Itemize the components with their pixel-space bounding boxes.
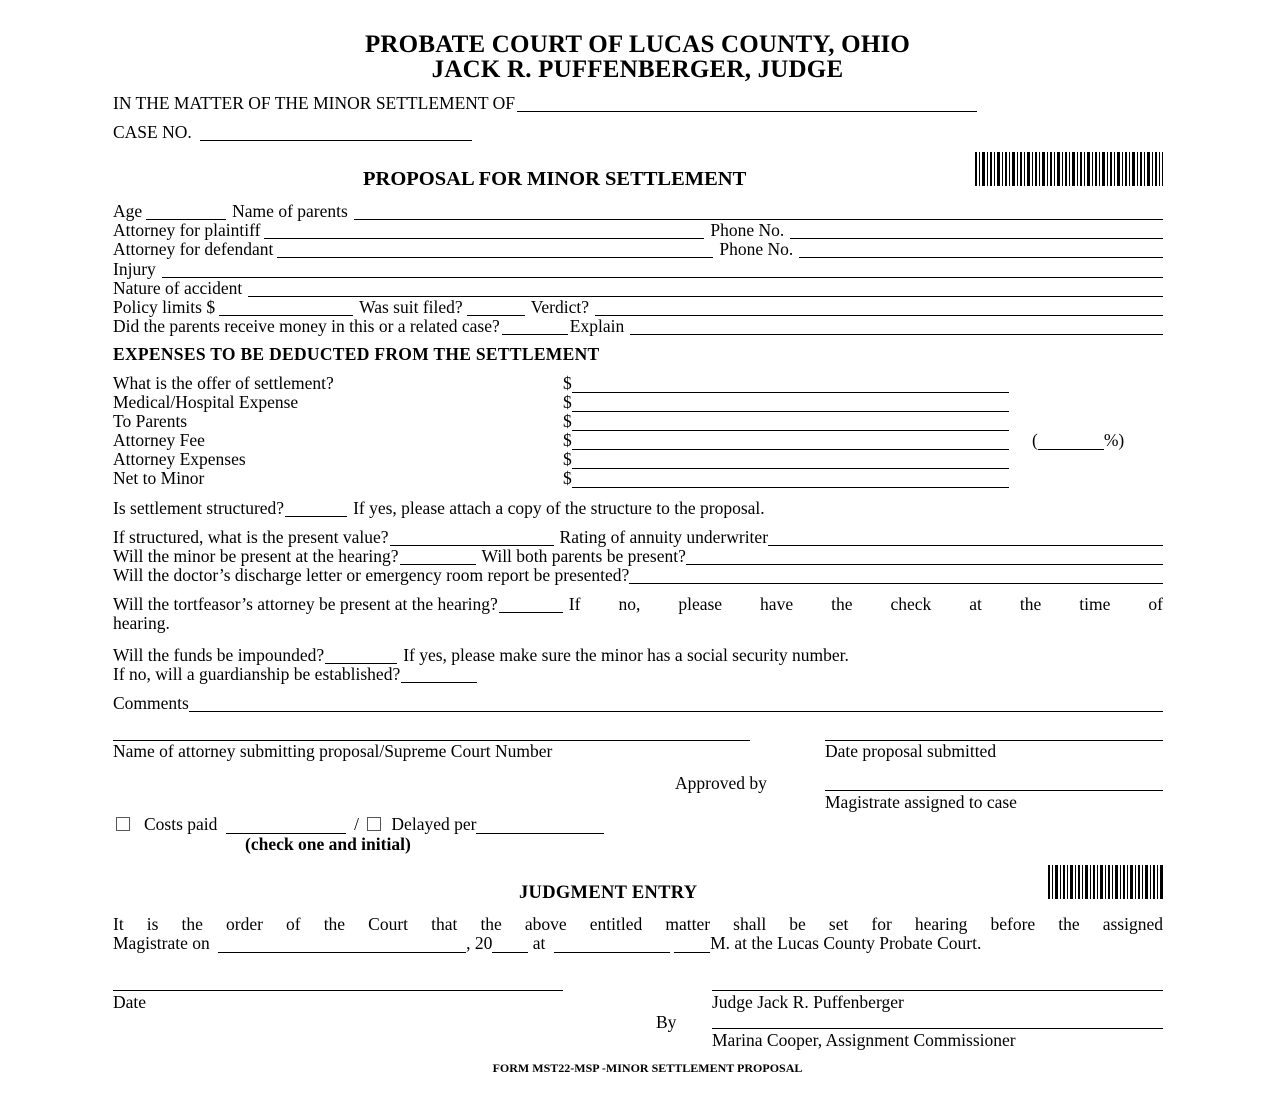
plaintiff-phone-field[interactable] <box>790 223 1163 239</box>
age-parents-row <box>113 200 1163 220</box>
approved-by-label: Approved by <box>675 773 767 793</box>
expense-offer-label: What is the offer of settlement? <box>113 373 334 393</box>
judgment-date-caption: Date <box>113 992 147 1012</box>
matter-label: IN THE MATTER OF THE MINOR SETTLEMENT OF <box>113 92 516 113</box>
nature-row <box>113 277 1163 297</box>
nature-label: Nature of accident <box>113 277 243 298</box>
minor-present-label: Will the minor be present at the hearing? <box>113 545 399 566</box>
tortfeasor-continued: hearing. <box>113 613 170 633</box>
age-field[interactable] <box>146 204 226 220</box>
guardianship-label: If no, will a guardianship be established? <box>113 663 401 684</box>
defendant-phone-label: Phone No. <box>719 238 794 259</box>
impounded-field[interactable] <box>325 648 397 664</box>
delayed-checkbox[interactable] <box>367 817 381 831</box>
age-label: Age <box>113 200 143 221</box>
defendant-attorney-field[interactable] <box>277 242 713 258</box>
judgment-date-row <box>113 935 981 953</box>
plaintiff-attorney-field[interactable] <box>264 223 704 239</box>
doctor-row <box>113 564 1163 584</box>
check-instruction: (check one and initial) <box>245 834 411 854</box>
costs-paid-initial-field[interactable] <box>226 818 346 834</box>
approved-by-line[interactable] <box>825 790 1163 791</box>
expense-medical-row <box>563 394 1009 412</box>
suit-label: Was suit filed? <box>359 296 463 317</box>
plaintiff-phone-label: Phone No. <box>710 219 785 240</box>
plaintiff-attorney-label: Attorney for plaintiff <box>113 219 261 240</box>
case-label: CASE NO. <box>113 121 192 142</box>
delayed-label: Delayed per <box>391 814 477 834</box>
expenses-heading: EXPENSES TO BE DEDUCTED FROM THE SETTLEMENT <box>113 344 600 364</box>
guardianship-field[interactable] <box>401 667 477 683</box>
verdict-field[interactable] <box>595 300 1163 316</box>
form-footer: FORM MST22-MSP -MINOR SETTLEMENT PROPOSAL <box>492 1061 803 1075</box>
comments-row <box>113 692 1163 712</box>
hearing-date-field[interactable] <box>218 937 466 953</box>
parents-label: Name of parents <box>232 200 348 221</box>
explain-label: Explain <box>569 315 625 336</box>
expense-attorney-fee-field[interactable] <box>572 434 1009 450</box>
case-row <box>113 121 1163 141</box>
dollar-sign: $ <box>563 430 572 450</box>
form-title: PROPOSAL FOR MINOR SETTLEMENT <box>363 168 747 190</box>
costs-paid-checkbox[interactable] <box>116 817 130 831</box>
defendant-row <box>113 238 1163 258</box>
expense-parents-field[interactable] <box>572 415 1009 431</box>
minor-present-field[interactable] <box>400 549 476 565</box>
judge-signature-line[interactable] <box>712 990 1163 991</box>
attorney-name-caption: Name of attorney submitting proposal/Supreme Court Number <box>113 741 553 761</box>
expense-parents-row <box>563 413 1009 431</box>
fee-percent-field[interactable] <box>1038 434 1104 450</box>
rating-label: Rating of annuity underwriter <box>559 526 769 547</box>
judge-caption: Judge Jack R. Puffenberger <box>712 992 904 1012</box>
structured-label: Is settlement structured? <box>113 497 285 518</box>
policy-label: Policy limits $ <box>113 296 216 317</box>
barcode-top <box>975 152 1163 186</box>
suit-field[interactable] <box>467 300 525 316</box>
tortfeasor-field[interactable] <box>499 597 563 613</box>
explain-field[interactable] <box>630 319 1163 335</box>
injury-row <box>113 258 1163 278</box>
hearing-ampm-field[interactable] <box>674 937 710 953</box>
tortfeasor-row <box>113 593 1163 613</box>
expense-offer-field[interactable] <box>572 377 1009 393</box>
minor-present-row <box>113 545 1163 565</box>
judge-title: JACK R. PUFFENBERGER, JUDGE <box>431 56 844 83</box>
dollar-sign: $ <box>563 392 572 412</box>
parents-money-row <box>113 315 1163 335</box>
parents-money-field[interactable] <box>502 319 568 335</box>
expense-medical-label: Medical/Hospital Expense <box>113 392 299 412</box>
fee-percent-close: %) <box>1103 430 1125 450</box>
comments-label: Comments <box>113 692 189 713</box>
nature-field[interactable] <box>248 281 1163 297</box>
delayed-per-field[interactable] <box>476 818 604 834</box>
impounded-label: Will the funds be impounded? <box>113 644 325 665</box>
expense-net-row <box>563 470 1009 488</box>
structured-row <box>113 497 1163 517</box>
guardianship-row <box>113 663 1163 683</box>
commissioner-signature-line[interactable] <box>712 1028 1163 1029</box>
expense-attorney-expenses-field[interactable] <box>572 453 1009 469</box>
expense-attorney-fee-label: Attorney Fee <box>113 430 205 450</box>
matter-name-field[interactable] <box>517 96 977 112</box>
verdict-label: Verdict? <box>530 296 589 317</box>
defendant-phone-field[interactable] <box>799 242 1163 258</box>
matter-row <box>113 92 1163 112</box>
fee-percent-open: ( <box>1032 430 1038 450</box>
injury-field[interactable] <box>162 262 1163 278</box>
dollar-sign: $ <box>563 373 572 393</box>
doctor-field[interactable] <box>629 568 1163 584</box>
tortfeasor-label: Will the tortfeasor’s attorney be present at the hearing? <box>113 593 498 614</box>
judgment-title: JUDGMENT ENTRY <box>519 883 698 903</box>
year-prefix: , 20 <box>466 933 493 953</box>
impounded-row <box>113 644 1163 664</box>
comments-field[interactable] <box>189 696 1163 712</box>
present-value-row <box>113 526 1163 546</box>
expense-attorney-expenses-row <box>563 451 1009 469</box>
impounded-tail: If yes, please make sure the minor has a social security number. <box>403 644 849 665</box>
judgment-date-line[interactable] <box>113 990 563 991</box>
hearing-year-field[interactable] <box>492 937 528 953</box>
barcode-bottom <box>1048 865 1163 899</box>
magistrate-caption: Magistrate assigned to case <box>825 792 1017 812</box>
expense-parents-label: To Parents <box>113 411 188 431</box>
structured-field[interactable] <box>285 501 347 517</box>
dollar-sign: $ <box>563 449 572 469</box>
tortfeasor-tail: If no, please have the check at the time of <box>568 593 1163 614</box>
judgment-order-text: It is the order of the Court that the above entitled matter shall be set for hearing before the assigned <box>113 914 1163 934</box>
expense-medical-field[interactable] <box>572 396 1009 412</box>
costs-row <box>116 816 604 834</box>
present-value-field[interactable] <box>390 530 554 546</box>
date-submitted-caption: Date proposal submitted <box>825 741 997 761</box>
dollar-sign: $ <box>563 468 572 488</box>
expense-attorney-expenses-label: Attorney Expenses <box>113 449 246 469</box>
dollar-sign: $ <box>563 411 572 431</box>
doctor-label: Will the doctor’s discharge letter or emergency room report be presented? <box>113 564 630 585</box>
by-label: By <box>656 1012 677 1032</box>
parents-field[interactable] <box>354 204 1163 220</box>
judgment-location-text: M. at the Lucas County Probate Court. <box>710 933 982 953</box>
costs-paid-label: Costs paid <box>144 814 218 834</box>
expense-attorney-fee-row <box>563 432 1009 450</box>
both-parents-field[interactable] <box>686 549 1163 565</box>
plaintiff-row <box>113 219 1163 239</box>
injury-label: Injury <box>113 258 156 279</box>
fee-percent <box>1032 432 1124 450</box>
court-title: PROBATE COURT OF LUCAS COUNTY, OHIO <box>364 31 911 58</box>
policy-row <box>113 296 1163 316</box>
expense-offer-row <box>563 375 1009 393</box>
commissioner-caption: Marina Cooper, Assignment Commissioner <box>712 1030 1016 1050</box>
hearing-time-field[interactable] <box>554 937 670 953</box>
both-parents-label: Will both parents be present? <box>481 545 686 566</box>
present-value-label: If structured, what is the present value? <box>113 526 389 547</box>
structured-tail: If yes, please attach a copy of the structure to the proposal. <box>353 497 765 518</box>
defendant-attorney-label: Attorney for defendant <box>113 238 274 259</box>
rating-field[interactable] <box>768 530 1163 546</box>
case-number-field[interactable] <box>200 125 472 141</box>
at-label: at <box>532 933 546 953</box>
magistrate-on-label: Magistrate on <box>113 933 210 953</box>
parents-money-label: Did the parents receive money in this or a related case? <box>113 315 500 336</box>
policy-field[interactable] <box>219 300 353 316</box>
expense-net-field[interactable] <box>572 472 1009 488</box>
expense-net-label: Net to Minor <box>113 468 205 488</box>
costs-slash: / <box>354 814 360 834</box>
